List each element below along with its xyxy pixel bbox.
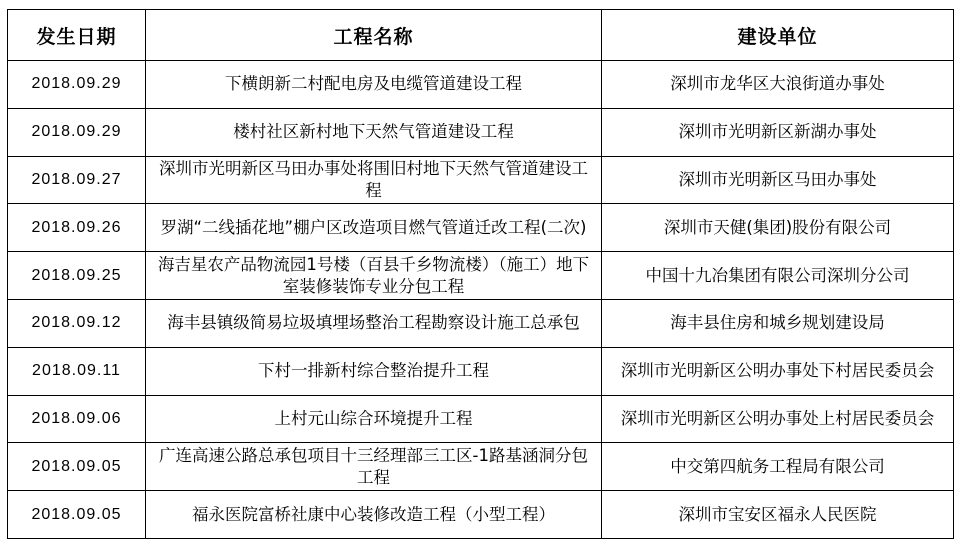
row-date: 2018.09.27 (8, 156, 146, 204)
project-table (7, 9, 954, 539)
row-org: 深圳市天健(集团)股份有限公司 (602, 204, 954, 252)
row-project-name: 下横朗新二村配电房及电缆管道建设工程 (146, 61, 602, 109)
table-row (8, 443, 954, 491)
row-org: 深圳市龙华区大浪街道办事处 (602, 61, 954, 109)
row-project-name: 上村元山综合环境提升工程 (146, 395, 602, 443)
row-date: 2018.09.05 (8, 443, 146, 491)
row-project-name: 深圳市光明新区马田办事处将围旧村地下天然气管道建设工程 (146, 156, 602, 204)
table-row (8, 347, 954, 395)
table-row (8, 395, 954, 443)
row-date: 2018.09.29 (8, 108, 146, 156)
table-header-row (8, 10, 954, 61)
row-org: 海丰县住房和城乡规划建设局 (602, 299, 954, 347)
header-org: 建设单位 (602, 10, 954, 61)
row-project-name: 下村一排新村综合整治提升工程 (146, 347, 602, 395)
row-date: 2018.09.29 (8, 61, 146, 109)
row-org: 深圳市宝安区福永人民医院 (602, 491, 954, 539)
row-project-name: 海丰县镇级简易垃圾填埋场整治工程勘察设计施工总承包 (146, 299, 602, 347)
row-project-name: 海吉星农产品物流园1号楼（百县千乡物流楼）（施工）地下室装修装饰专业分包工程 (146, 252, 602, 300)
row-date: 2018.09.26 (8, 204, 146, 252)
row-date: 2018.09.12 (8, 299, 146, 347)
row-org: 中交第四航务工程局有限公司 (602, 443, 954, 491)
row-project-name: 福永医院富桥社康中心装修改造工程（小型工程） (146, 491, 602, 539)
row-org: 深圳市光明新区公明办事处上村居民委员会 (602, 395, 954, 443)
header-date: 发生日期 (8, 10, 146, 61)
table-row (8, 252, 954, 300)
row-date: 2018.09.25 (8, 252, 146, 300)
row-date: 2018.09.06 (8, 395, 146, 443)
table-row (8, 61, 954, 109)
table-row (8, 299, 954, 347)
row-date: 2018.09.11 (8, 347, 146, 395)
row-date: 2018.09.05 (8, 491, 146, 539)
table-row (8, 204, 954, 252)
header-project-name: 工程名称 (146, 10, 602, 61)
row-org: 深圳市光明新区新湖办事处 (602, 108, 954, 156)
row-project-name: 广连高速公路总承包项目十三经理部三工区-1路基涵洞分包工程 (146, 443, 602, 491)
row-org: 深圳市光明新区公明办事处下村居民委员会 (602, 347, 954, 395)
table-row (8, 491, 954, 539)
project-table-container (7, 9, 953, 539)
row-org: 中国十九冶集团有限公司深圳分公司 (602, 252, 954, 300)
table-row (8, 156, 954, 204)
table-row (8, 108, 954, 156)
row-org: 深圳市光明新区马田办事处 (602, 156, 954, 204)
row-project-name: 罗湖“二线插花地”棚户区改造项目燃气管道迁改工程(二次) (146, 204, 602, 252)
row-project-name: 楼村社区新村地下天然气管道建设工程 (146, 108, 602, 156)
